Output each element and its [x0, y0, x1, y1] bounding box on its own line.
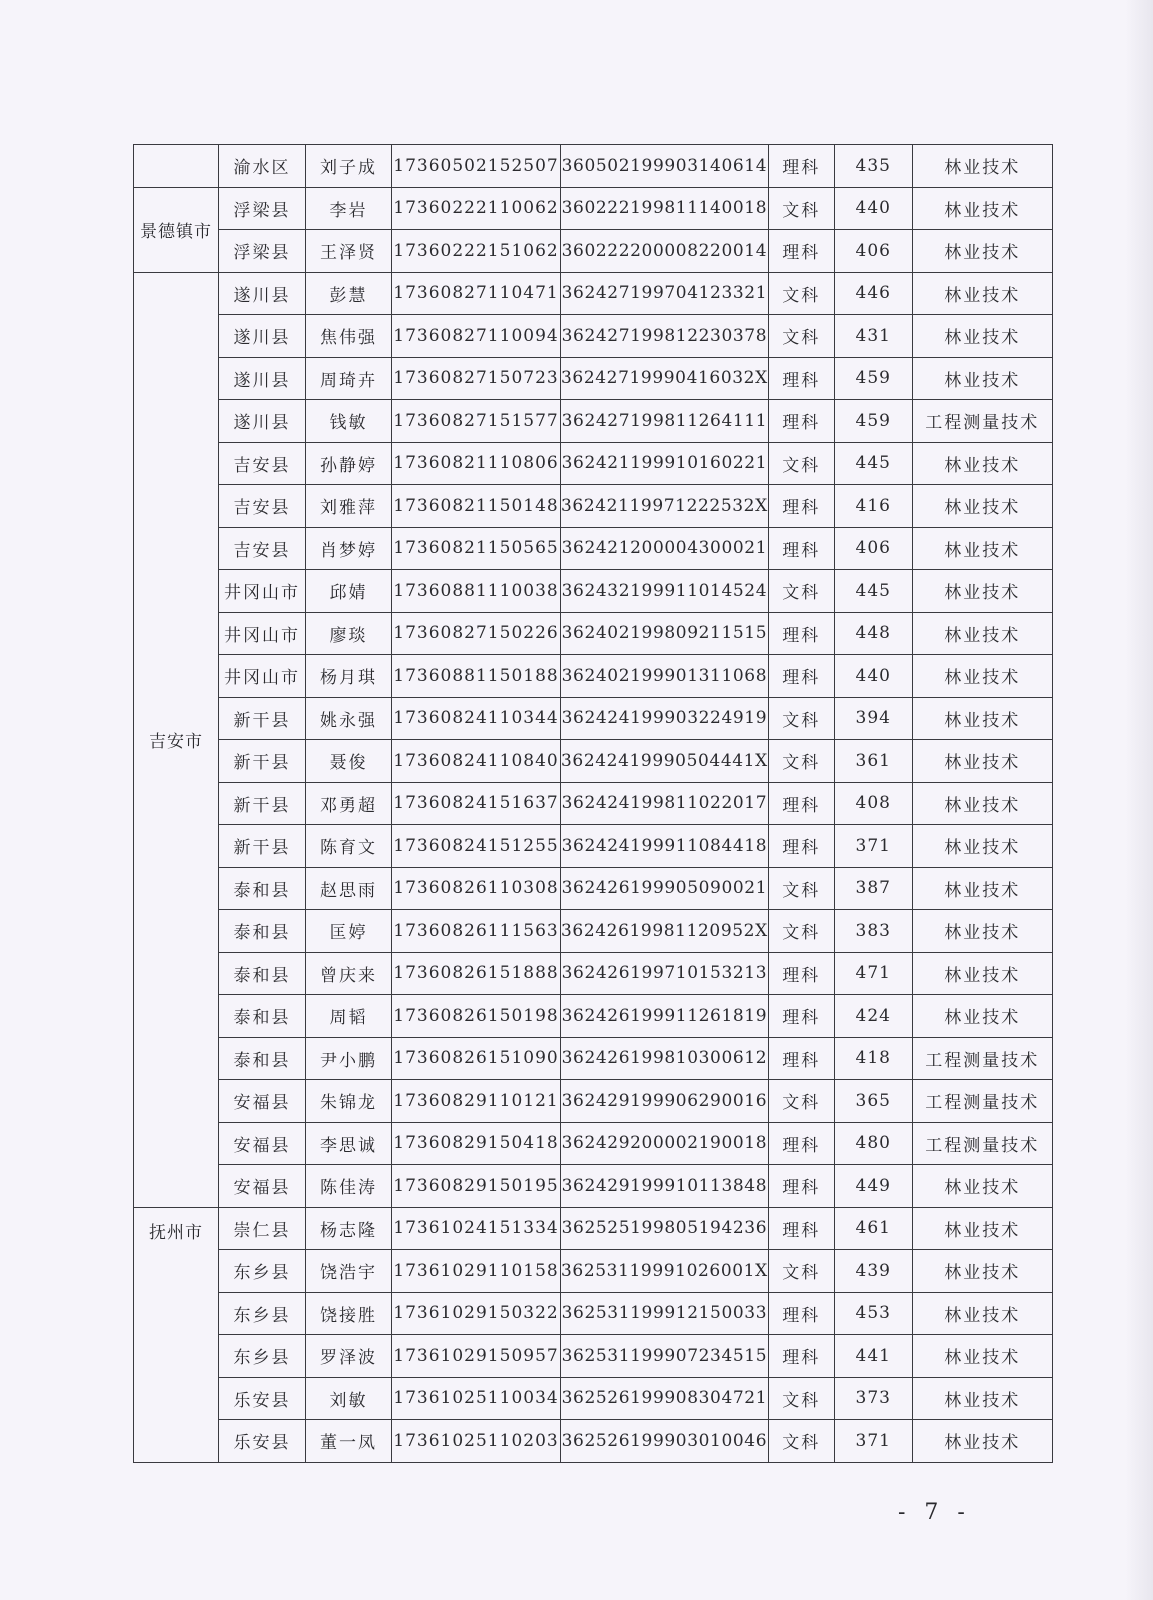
score-cell: 424: [834, 995, 912, 1038]
county-cell: 安福县: [219, 1165, 306, 1208]
student-name-cell: 朱锦龙: [306, 1080, 392, 1123]
id-number-cell: 362432199911014524: [561, 570, 769, 613]
student-name-cell: 聂俊: [306, 740, 392, 783]
major-cell: 林业技术: [912, 187, 1052, 230]
major-cell: 林业技术: [912, 1335, 1052, 1378]
id-number-cell: 362402199809211515: [561, 612, 769, 655]
id-number-cell: 36242419990504441X: [561, 740, 769, 783]
score-cell: 435: [834, 145, 912, 188]
student-name-cell: 李思诚: [306, 1122, 392, 1165]
track-cell: 理科: [768, 145, 834, 188]
table-row: [134, 952, 1053, 995]
table-row: [134, 1335, 1053, 1378]
county-cell: 崇仁县: [219, 1207, 306, 1250]
exam-number-cell: 17360881150188: [392, 655, 561, 698]
track-cell: 理科: [768, 400, 834, 443]
score-cell: 406: [834, 527, 912, 570]
student-name-cell: 尹小鹏: [306, 1037, 392, 1080]
exam-number-cell: 17360222151062: [392, 230, 561, 273]
score-cell: 440: [834, 655, 912, 698]
county-cell: 井冈山市: [219, 612, 306, 655]
track-cell: 理科: [768, 612, 834, 655]
major-cell: 林业技术: [912, 570, 1052, 613]
student-name-cell: 杨月琪: [306, 655, 392, 698]
table-row: [134, 357, 1053, 400]
major-cell: 林业技术: [912, 272, 1052, 315]
major-cell: 林业技术: [912, 527, 1052, 570]
track-cell: 理科: [768, 1037, 834, 1080]
county-cell: 遂川县: [219, 400, 306, 443]
table-row: [134, 740, 1053, 783]
id-number-cell: 362427199704123321: [561, 272, 769, 315]
score-cell: 480: [834, 1122, 912, 1165]
track-cell: 理科: [768, 1207, 834, 1250]
student-name-cell: 姚永强: [306, 697, 392, 740]
score-cell: 373: [834, 1377, 912, 1420]
student-name-cell: 邱婧: [306, 570, 392, 613]
track-cell: 理科: [768, 1122, 834, 1165]
exam-number-cell: 17361029110158: [392, 1250, 561, 1293]
exam-number-cell: 17360881110038: [392, 570, 561, 613]
student-name-cell: 钱敏: [306, 400, 392, 443]
major-cell: 林业技术: [912, 740, 1052, 783]
county-cell: 泰和县: [219, 1037, 306, 1080]
table-row: [134, 187, 1053, 230]
student-name-cell: 罗泽波: [306, 1335, 392, 1378]
id-number-cell: 362421199910160221: [561, 442, 769, 485]
score-cell: 408: [834, 782, 912, 825]
id-number-cell: 362402199901311068: [561, 655, 769, 698]
track-cell: 理科: [768, 230, 834, 273]
track-cell: 理科: [768, 825, 834, 868]
table-row: [134, 1080, 1053, 1123]
county-cell: 吉安县: [219, 485, 306, 528]
county-cell: 遂川县: [219, 315, 306, 358]
track-cell: 理科: [768, 1335, 834, 1378]
track-cell: 文科: [768, 315, 834, 358]
student-name-cell: 孙静婷: [306, 442, 392, 485]
major-cell: 林业技术: [912, 442, 1052, 485]
student-name-cell: 邓勇超: [306, 782, 392, 825]
page-edge-shadow: [1125, 0, 1153, 1600]
county-cell: 井冈山市: [219, 570, 306, 613]
student-name-cell: 刘雅萍: [306, 485, 392, 528]
exam-number-cell: 17360829150195: [392, 1165, 561, 1208]
id-number-cell: 362427199812230378: [561, 315, 769, 358]
major-cell: 林业技术: [912, 230, 1052, 273]
exam-number-cell: 17360502152507: [392, 145, 561, 188]
county-cell: 吉安县: [219, 527, 306, 570]
major-cell: 林业技术: [912, 1377, 1052, 1420]
id-number-cell: 362424199911084418: [561, 825, 769, 868]
id-number-cell: 362424199811022017: [561, 782, 769, 825]
student-name-cell: 李岩: [306, 187, 392, 230]
table-row: [134, 995, 1053, 1038]
track-cell: 文科: [768, 867, 834, 910]
county-cell: 新干县: [219, 740, 306, 783]
score-cell: 371: [834, 825, 912, 868]
id-number-cell: 362531199907234515: [561, 1335, 769, 1378]
track-cell: 理科: [768, 1292, 834, 1335]
table-row: [134, 442, 1053, 485]
score-cell: 406: [834, 230, 912, 273]
score-cell: 445: [834, 570, 912, 613]
id-number-cell: 362531199912150033: [561, 1292, 769, 1335]
track-cell: 文科: [768, 442, 834, 485]
major-cell: 林业技术: [912, 867, 1052, 910]
exam-number-cell: 17360821150565: [392, 527, 561, 570]
major-cell: 工程测量技术: [912, 1037, 1052, 1080]
exam-number-cell: 17360827150226: [392, 612, 561, 655]
student-name-cell: 董一凤: [306, 1420, 392, 1463]
id-number-cell: 362526199908304721: [561, 1377, 769, 1420]
county-cell: 渝水区: [219, 145, 306, 188]
id-number-cell: 36242719990416032X: [561, 357, 769, 400]
score-cell: 449: [834, 1165, 912, 1208]
exam-number-cell: 17360826111563: [392, 910, 561, 953]
county-cell: 安福县: [219, 1122, 306, 1165]
exam-number-cell: 17360824151255: [392, 825, 561, 868]
table-row: [134, 400, 1053, 443]
student-name-cell: 赵思雨: [306, 867, 392, 910]
major-cell: 工程测量技术: [912, 400, 1052, 443]
table-row: [134, 697, 1053, 740]
score-cell: 383: [834, 910, 912, 953]
track-cell: 文科: [768, 1080, 834, 1123]
track-cell: 文科: [768, 272, 834, 315]
score-cell: 394: [834, 697, 912, 740]
score-cell: 459: [834, 357, 912, 400]
major-cell: 林业技术: [912, 910, 1052, 953]
table-row: [134, 867, 1053, 910]
exam-number-cell: 17360826150198: [392, 995, 561, 1038]
table-row: [134, 570, 1053, 613]
exam-number-cell: 17361024151334: [392, 1207, 561, 1250]
major-cell: 林业技术: [912, 825, 1052, 868]
track-cell: 理科: [768, 655, 834, 698]
exam-number-cell: 17360826151090: [392, 1037, 561, 1080]
student-name-cell: 周琦卉: [306, 357, 392, 400]
exam-number-cell: 17360827110471: [392, 272, 561, 315]
exam-number-cell: 17360827150723: [392, 357, 561, 400]
id-number-cell: 362429199906290016: [561, 1080, 769, 1123]
exam-number-cell: 17360821150148: [392, 485, 561, 528]
table-row: [134, 315, 1053, 358]
major-cell: 林业技术: [912, 315, 1052, 358]
id-number-cell: 362426199810300612: [561, 1037, 769, 1080]
table-row: [134, 230, 1053, 273]
id-number-cell: 36242619981120952X: [561, 910, 769, 953]
id-number-cell: 362429200002190018: [561, 1122, 769, 1165]
id-number-cell: 360222200008220014: [561, 230, 769, 273]
county-cell: 泰和县: [219, 952, 306, 995]
track-cell: 理科: [768, 1165, 834, 1208]
score-cell: 441: [834, 1335, 912, 1378]
id-number-cell: 362427199811264111: [561, 400, 769, 443]
track-cell: 文科: [768, 1377, 834, 1420]
major-cell: 工程测量技术: [912, 1122, 1052, 1165]
score-cell: 440: [834, 187, 912, 230]
id-number-cell: 362526199903010046: [561, 1420, 769, 1463]
major-cell: 林业技术: [912, 357, 1052, 400]
major-cell: 林业技术: [912, 655, 1052, 698]
major-cell: 林业技术: [912, 145, 1052, 188]
exam-number-cell: 17360824110840: [392, 740, 561, 783]
city-cell: 抚州市: [134, 1207, 219, 1462]
track-cell: 文科: [768, 570, 834, 613]
county-cell: 遂川县: [219, 272, 306, 315]
student-name-cell: 刘子成: [306, 145, 392, 188]
major-cell: 林业技术: [912, 1165, 1052, 1208]
track-cell: 理科: [768, 782, 834, 825]
table-row: [134, 910, 1053, 953]
table-row: [134, 1250, 1053, 1293]
exam-number-cell: 17360829150418: [392, 1122, 561, 1165]
score-cell: 471: [834, 952, 912, 995]
track-cell: 文科: [768, 697, 834, 740]
exam-number-cell: 17360824151637: [392, 782, 561, 825]
track-cell: 文科: [768, 740, 834, 783]
student-name-cell: 周韬: [306, 995, 392, 1038]
table-row: [134, 1165, 1053, 1208]
student-name-cell: 陈育文: [306, 825, 392, 868]
table-row: [134, 1122, 1053, 1165]
exam-number-cell: 17360821110806: [392, 442, 561, 485]
track-cell: 文科: [768, 910, 834, 953]
student-name-cell: 杨志隆: [306, 1207, 392, 1250]
score-cell: 387: [834, 867, 912, 910]
table-row: [134, 272, 1053, 315]
major-cell: 林业技术: [912, 485, 1052, 528]
exam-number-cell: 17360826151888: [392, 952, 561, 995]
exam-number-cell: 17360827151577: [392, 400, 561, 443]
track-cell: 理科: [768, 527, 834, 570]
table-row: [134, 655, 1053, 698]
id-number-cell: 36253119991026001X: [561, 1250, 769, 1293]
score-cell: 431: [834, 315, 912, 358]
id-number-cell: 360502199903140614: [561, 145, 769, 188]
major-cell: 林业技术: [912, 1250, 1052, 1293]
track-cell: 文科: [768, 1420, 834, 1463]
score-cell: 461: [834, 1207, 912, 1250]
student-name-cell: 饶浩宇: [306, 1250, 392, 1293]
exam-number-cell: 17360222110062: [392, 187, 561, 230]
score-cell: 365: [834, 1080, 912, 1123]
table-row: [134, 485, 1053, 528]
id-number-cell: 362429199910113848: [561, 1165, 769, 1208]
score-cell: 453: [834, 1292, 912, 1335]
id-number-cell: 362424199903224919: [561, 697, 769, 740]
county-cell: 新干县: [219, 782, 306, 825]
score-cell: 459: [834, 400, 912, 443]
exam-number-cell: 17361029150957: [392, 1335, 561, 1378]
student-name-cell: 廖琰: [306, 612, 392, 655]
score-cell: 371: [834, 1420, 912, 1463]
id-number-cell: 36242119971222532X: [561, 485, 769, 528]
county-cell: 泰和县: [219, 867, 306, 910]
city-cell: 吉安市: [134, 272, 219, 1207]
major-cell: 林业技术: [912, 1207, 1052, 1250]
exam-number-cell: 17360824110344: [392, 697, 561, 740]
roster-body: [134, 145, 1053, 1463]
student-name-cell: 饶接胜: [306, 1292, 392, 1335]
table-row: [134, 527, 1053, 570]
table-row: [134, 1037, 1053, 1080]
county-cell: 泰和县: [219, 995, 306, 1038]
county-cell: 安福县: [219, 1080, 306, 1123]
table-row: [134, 1207, 1053, 1250]
major-cell: 林业技术: [912, 612, 1052, 655]
id-number-cell: 362426199905090021: [561, 867, 769, 910]
track-cell: 理科: [768, 995, 834, 1038]
county-cell: 吉安县: [219, 442, 306, 485]
score-cell: 416: [834, 485, 912, 528]
score-cell: 448: [834, 612, 912, 655]
county-cell: 东乡县: [219, 1250, 306, 1293]
exam-number-cell: 17361029150322: [392, 1292, 561, 1335]
page-number: - 7 -: [898, 1500, 971, 1525]
exam-number-cell: 17360827110094: [392, 315, 561, 358]
id-number-cell: 362525199805194236: [561, 1207, 769, 1250]
county-cell: 新干县: [219, 697, 306, 740]
exam-number-cell: 17360829110121: [392, 1080, 561, 1123]
id-number-cell: 362421200004300021: [561, 527, 769, 570]
exam-number-cell: 17360826110308: [392, 867, 561, 910]
county-cell: 遂川县: [219, 357, 306, 400]
student-name-cell: 刘敏: [306, 1377, 392, 1420]
county-cell: 东乡县: [219, 1335, 306, 1378]
county-cell: 乐安县: [219, 1420, 306, 1463]
track-cell: 理科: [768, 952, 834, 995]
table-row: [134, 1420, 1053, 1463]
student-name-cell: 肖梦婷: [306, 527, 392, 570]
table-row: [134, 145, 1053, 188]
major-cell: 林业技术: [912, 697, 1052, 740]
table-row: [134, 782, 1053, 825]
city-cell: 景德镇市: [134, 187, 219, 272]
student-name-cell: 焦伟强: [306, 315, 392, 358]
student-name-cell: 陈佳涛: [306, 1165, 392, 1208]
table-row: [134, 825, 1053, 868]
student-name-cell: 王泽贤: [306, 230, 392, 273]
exam-number-cell: 17361025110034: [392, 1377, 561, 1420]
id-number-cell: 362426199710153213: [561, 952, 769, 995]
student-name-cell: 曾庆来: [306, 952, 392, 995]
admission-roster-table: [133, 144, 1053, 1463]
track-cell: 文科: [768, 1250, 834, 1293]
county-cell: 新干县: [219, 825, 306, 868]
city-cell: [134, 145, 219, 188]
major-cell: 工程测量技术: [912, 1080, 1052, 1123]
county-cell: 浮梁县: [219, 187, 306, 230]
track-cell: 理科: [768, 357, 834, 400]
major-cell: 林业技术: [912, 782, 1052, 825]
score-cell: 418: [834, 1037, 912, 1080]
table-row: [134, 1292, 1053, 1335]
county-cell: 乐安县: [219, 1377, 306, 1420]
major-cell: 林业技术: [912, 1292, 1052, 1335]
county-cell: 浮梁县: [219, 230, 306, 273]
exam-number-cell: 17361025110203: [392, 1420, 561, 1463]
major-cell: 林业技术: [912, 1420, 1052, 1463]
track-cell: 理科: [768, 485, 834, 528]
student-name-cell: 彭慧: [306, 272, 392, 315]
score-cell: 361: [834, 740, 912, 783]
table-row: [134, 612, 1053, 655]
id-number-cell: 360222199811140018: [561, 187, 769, 230]
county-cell: 泰和县: [219, 910, 306, 953]
table-row: [134, 1377, 1053, 1420]
county-cell: 东乡县: [219, 1292, 306, 1335]
score-cell: 446: [834, 272, 912, 315]
student-name-cell: 匡婷: [306, 910, 392, 953]
track-cell: 文科: [768, 187, 834, 230]
score-cell: 445: [834, 442, 912, 485]
id-number-cell: 362426199911261819: [561, 995, 769, 1038]
major-cell: 林业技术: [912, 995, 1052, 1038]
score-cell: 439: [834, 1250, 912, 1293]
county-cell: 井冈山市: [219, 655, 306, 698]
major-cell: 林业技术: [912, 952, 1052, 995]
